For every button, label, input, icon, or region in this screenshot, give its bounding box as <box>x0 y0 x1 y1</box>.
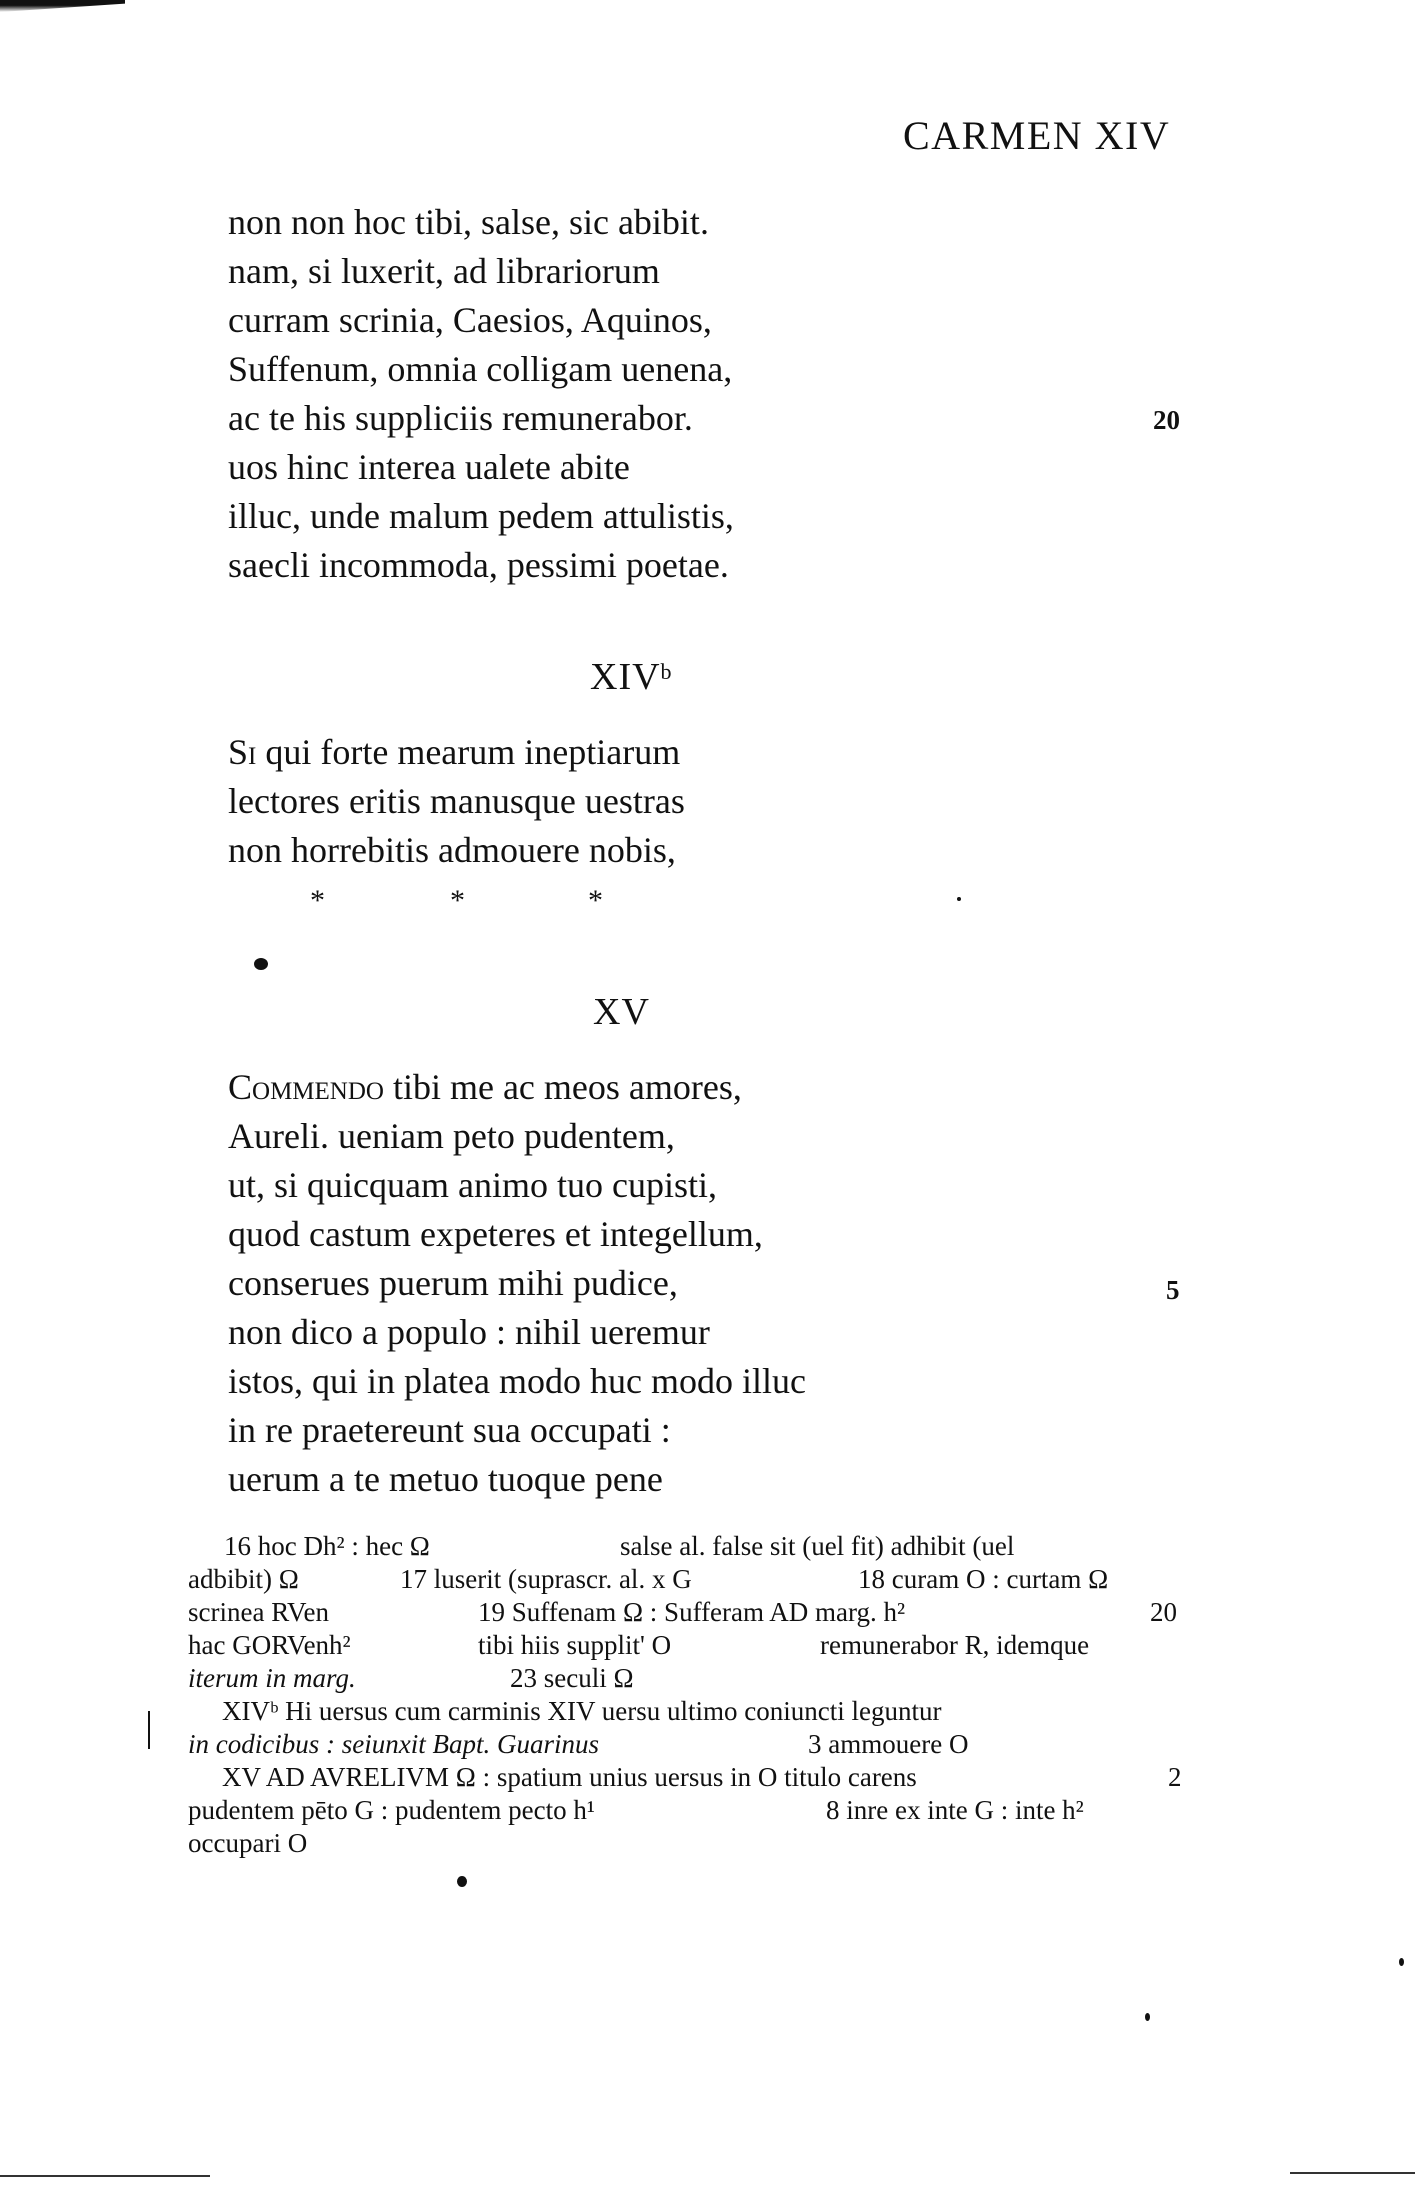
verse-line: illuc, unde malum pedem attulistis, <box>228 496 734 536</box>
critical-apparatus <box>188 1530 1188 1860</box>
apparatus-line <box>188 1563 1188 1596</box>
scan-edge-mark <box>0 0 125 12</box>
apparatus-line <box>188 1596 1188 1629</box>
title-text: XIV <box>590 656 661 698</box>
apparatus-entry: 20 <box>1150 1597 1177 1627</box>
apparatus-entry: tibi hiis supplit' O <box>478 1630 672 1660</box>
verse-line <box>228 728 685 777</box>
apparatus-entry: 23 seculi Ω <box>510 1663 634 1693</box>
apparatus-line <box>188 1695 1188 1728</box>
apparatus-entry: 3 ammouere O <box>808 1729 969 1759</box>
ink-speck <box>1145 2013 1150 2021</box>
apparatus-entry: 18 curam O : curtam Ω <box>858 1564 1109 1594</box>
verse-line: non horrebitis admouere nobis, <box>228 830 676 870</box>
poem-xv <box>228 1063 806 1504</box>
running-head: CARMEN XIV <box>903 113 1171 158</box>
apparatus-entry: 17 luserit (suprascr. al. x G <box>400 1564 692 1594</box>
verse-line: istos, qui in platea modo huc modo illuc <box>228 1361 806 1401</box>
apparatus-entry: iterum in marg. <box>188 1663 356 1693</box>
apparatus-line <box>188 1530 1188 1563</box>
scan-edge-line <box>0 2175 210 2177</box>
apparatus-entry: 2 <box>1168 1762 1182 1792</box>
ink-speck <box>457 1876 467 1887</box>
ink-speck <box>254 958 268 970</box>
apparatus-entry: XIVᵇ Hi uersus cum carminis XIV uersu ultimo coniuncti leguntur <box>222 1696 942 1726</box>
apparatus-line <box>188 1662 1188 1695</box>
apparatus-entry: scrinea RVen <box>188 1597 330 1627</box>
apparatus-entry: occupari O <box>188 1828 308 1858</box>
line-number: 5 <box>1166 1275 1180 1305</box>
line-number: 20 <box>1153 405 1180 435</box>
initial-word: Si <box>228 732 257 772</box>
apparatus-line <box>188 1728 1188 1761</box>
verse-line: in re praetereunt sua occupati : <box>228 1410 671 1450</box>
asterisk: * <box>310 884 325 917</box>
poem-title-xv: XV <box>593 991 650 1033</box>
ink-speck <box>1399 1958 1404 1966</box>
verse-line: lectores eritis manusque uestras <box>228 781 685 821</box>
apparatus-line <box>188 1827 1188 1860</box>
verse-line: uerum a te metuo tuoque pene <box>228 1459 663 1499</box>
verse-line: ut, si quicquam animo tuo cupisti, <box>228 1165 717 1205</box>
apparatus-entry: 16 hoc Dh² : hec Ω <box>224 1531 430 1561</box>
initial-word: Commendo <box>228 1067 384 1107</box>
asterisk: * <box>450 884 465 917</box>
verse-line: ac te his suppliciis remunerabor. <box>228 398 693 438</box>
poem-xivb <box>228 728 685 875</box>
apparatus-entry: pudentem pēto G : pudentem pecto h¹ <box>188 1795 595 1825</box>
apparatus-entry: remunerabor R, idemque <box>820 1630 1090 1660</box>
apparatus-entry: salse al. false sit (uel fit) adhibit (uel <box>620 1531 1015 1561</box>
verse-line: uos hinc interea ualete abite <box>228 447 630 487</box>
poem-xiv-end <box>228 198 734 590</box>
verse-line: Aureli. ueniam peto pudentem, <box>228 1116 675 1156</box>
verse-line: Suffenum, omnia colligam uenena, <box>228 349 733 389</box>
apparatus-entry: hac GORVenh² <box>188 1630 351 1660</box>
poem-title-xivb <box>590 655 673 699</box>
line-rest: qui forte mearum ineptiarum <box>256 732 681 772</box>
apparatus-entry: adbibit) Ω <box>188 1564 299 1594</box>
verse-line: conserues puerum mihi pudice, <box>228 1263 678 1303</box>
verse-line: non non hoc tibi, salse, sic abibit. <box>228 202 709 242</box>
verse-line <box>228 1063 806 1112</box>
verse-line: non dico a populo : nihil ueremur <box>228 1312 710 1352</box>
verse-line: quod castum expeteres et integellum, <box>228 1214 763 1254</box>
line-rest: tibi me ac meos amores, <box>383 1067 742 1107</box>
verse-line: nam, si luxerit, ad librariorum <box>228 251 660 291</box>
apparatus-entry: XV AD AVRELIVM Ω : spatium unius uersus in O titulo carens <box>222 1762 917 1792</box>
apparatus-line <box>188 1761 1188 1794</box>
apparatus-line <box>188 1629 1188 1662</box>
apparatus-entry: 19 Suffenam Ω : Sufferam AD marg. h² <box>478 1597 906 1627</box>
title-superscript: b <box>660 659 673 684</box>
verse-line: curram scrinia, Caesios, Aquinos, <box>228 300 712 340</box>
apparatus-entry: in codicibus : seiunxit Bapt. Guarinus <box>188 1729 599 1759</box>
apparatus-line <box>188 1794 1188 1827</box>
verse-line: saecli incommoda, pessimi poetae. <box>228 545 729 585</box>
scan-edge-line <box>1290 2172 1415 2174</box>
ink-speck <box>957 897 961 901</box>
apparatus-entry: 8 inre ex inte G : inte h² <box>826 1795 1084 1825</box>
margin-rule <box>148 1711 150 1749</box>
asterisk: * <box>588 884 603 917</box>
